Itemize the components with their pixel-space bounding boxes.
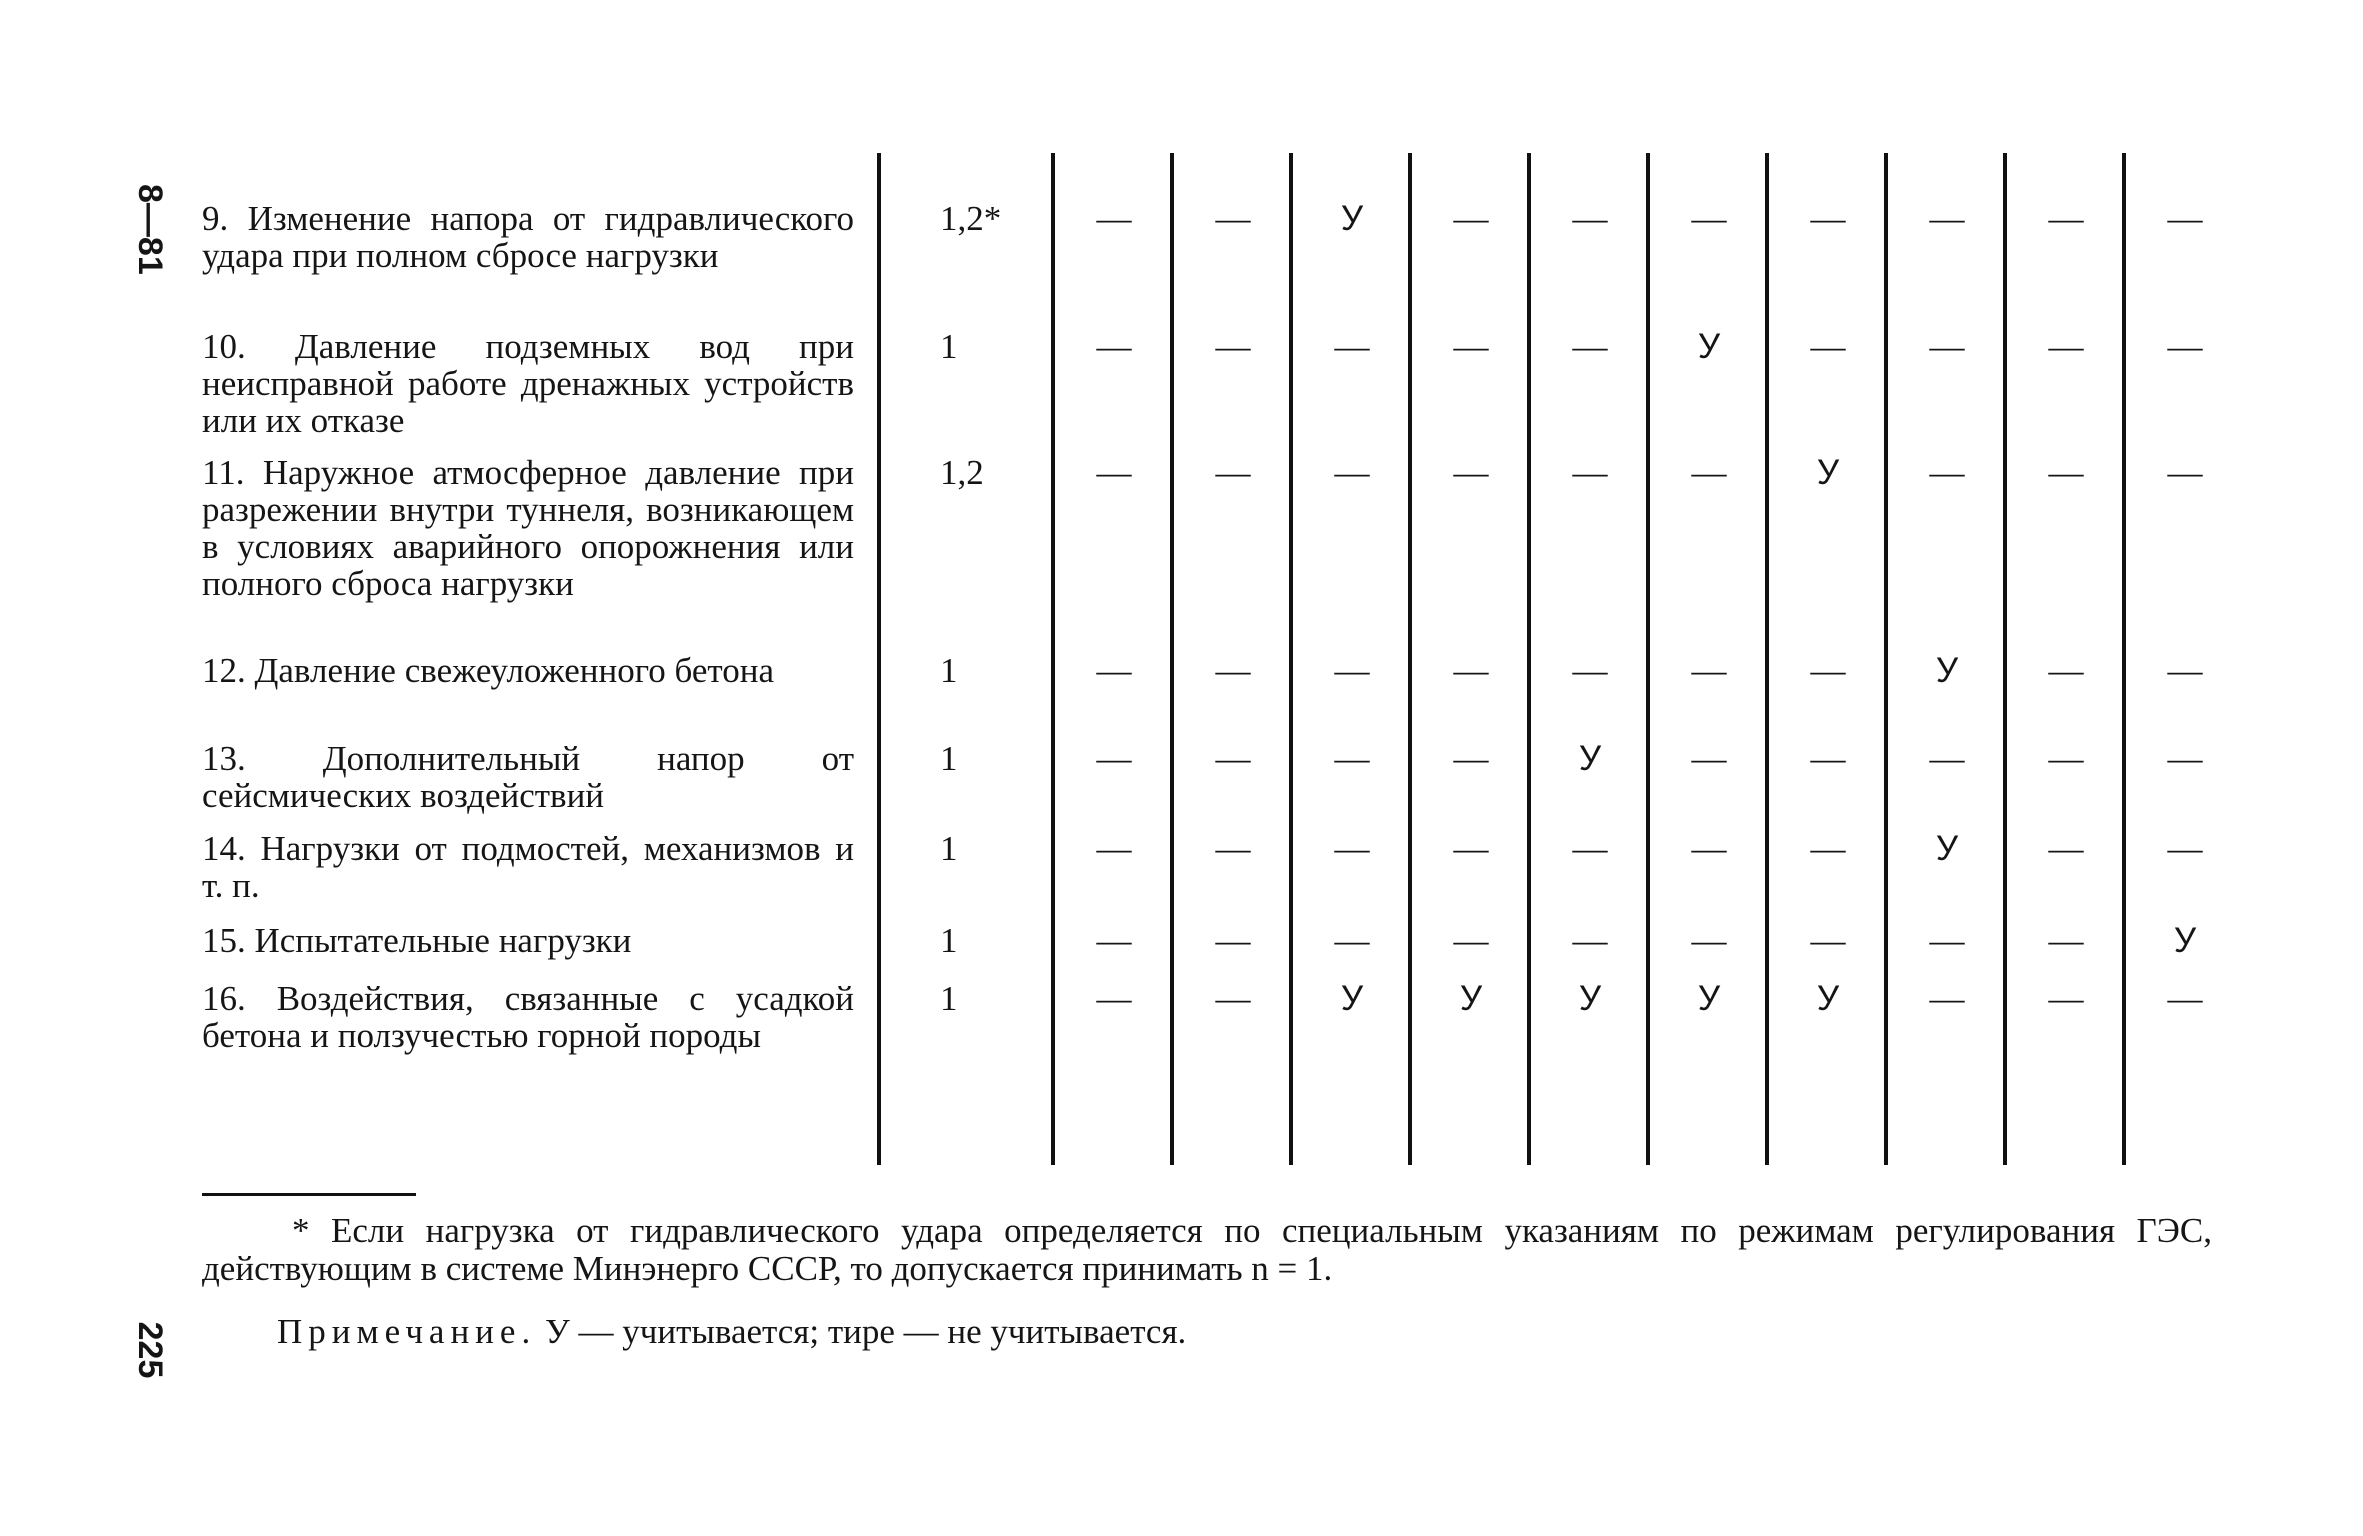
combination-cell: — [1691,829,1727,868]
combination-cell: У [1935,651,1959,690]
load-factor: 1 [940,829,958,868]
combination-cell: — [1453,739,1489,778]
load-description: 15. Испытательные нагрузки [202,921,632,960]
combination-cell: — [2048,829,2084,868]
combination-cell: — [1453,829,1489,868]
combination-cell: — [1334,651,1370,690]
combination-cell: — [1572,921,1608,960]
combination-cell: — [1334,829,1370,868]
combination-cell: — [1096,327,1132,366]
combination-cell: — [1096,453,1132,492]
combination-cell: — [2167,979,2203,1018]
combination-cell: — [1572,453,1608,492]
combination-cell: — [2167,651,2203,690]
combination-cell: — [1691,739,1727,778]
combination-cell: — [1929,979,1965,1018]
combination-cell: — [1215,921,1251,960]
combination-cell: — [1215,829,1251,868]
combination-cell: — [2048,739,2084,778]
page-number: 225 [131,1321,169,1379]
combination-cell: У [1459,979,1483,1018]
load-factor: 1 [940,327,958,366]
combination-cell: — [1572,199,1608,238]
combination-cell: — [1334,453,1370,492]
combination-cell: — [2167,829,2203,868]
combination-cell: — [2167,453,2203,492]
combination-cell: — [1453,921,1489,960]
load-factor: 1,2* [940,199,1002,238]
combination-cell: — [2048,199,2084,238]
combination-cell: У [1935,829,1959,868]
footnote-divider [202,1193,416,1196]
combination-cell: У [1816,979,1840,1018]
combination-cell: — [1929,327,1965,366]
combination-cell: У [1816,453,1840,492]
load-factor: 1 [940,651,958,690]
load-factor: 1 [940,979,958,1018]
combination-cell: — [1929,921,1965,960]
combination-cell: — [2048,651,2084,690]
combination-cell: — [1096,829,1132,868]
combination-cell: — [1215,739,1251,778]
combination-cell: — [1453,327,1489,366]
combination-cell: — [1096,651,1132,690]
load-description: 11. Наружное атмосферное давление при разрежении внутри туннеля, возникающем в условиях аварийного опорожнения или полного сброса нагрузки [202,453,854,603]
combination-cell: У [1578,979,1602,1018]
combination-cell: — [1215,327,1251,366]
combination-cell: — [1810,829,1846,868]
combination-cell: У [2173,921,2197,960]
combination-cell: У [1697,979,1721,1018]
combination-cell: — [1215,199,1251,238]
combination-cell: — [1096,739,1132,778]
load-description: 12. Давление свежеуложенного бетона [202,651,774,690]
combination-cell: — [1691,453,1727,492]
load-description: 9. Изменение напора от гидравлического удара при полном сбросе нагрузки [202,199,854,275]
combination-cell: — [2048,453,2084,492]
combination-cell: — [1691,921,1727,960]
load-factor: 1,2 [940,453,984,492]
combination-cell: — [1453,199,1489,238]
combination-cell: — [1572,651,1608,690]
combination-cell: — [1334,327,1370,366]
combination-cell: У [1340,979,1364,1018]
combination-cell: — [2048,979,2084,1018]
note-label: Примечание. [277,1312,537,1351]
combination-cell: — [1096,979,1132,1018]
combination-cell: — [1810,651,1846,690]
note [277,1313,1186,1351]
combination-cell: — [1215,453,1251,492]
combination-cell: — [1572,829,1608,868]
combination-cell: — [1215,651,1251,690]
load-factor: 1 [940,921,958,960]
note-text: У — учитывается; тире — не учитывается. [544,1312,1187,1351]
combination-cell: — [1096,921,1132,960]
combination-cell: — [1334,921,1370,960]
combination-cell: — [1691,199,1727,238]
combination-cell: — [1929,453,1965,492]
combination-cell: — [1215,979,1251,1018]
combination-cell: У [1697,327,1721,366]
combination-cell: — [1096,199,1132,238]
combination-cell: — [2167,199,2203,238]
column-divider [877,153,881,1165]
combination-cell: У [1340,199,1364,238]
combination-cell: — [1810,199,1846,238]
load-factor: 1 [940,739,958,778]
load-description: 14. Нагрузки от подмостей, механизмов и т. п. [202,829,854,905]
combination-cell: — [2167,739,2203,778]
combination-cell: — [1572,327,1608,366]
combination-cell: — [1334,739,1370,778]
combination-cell: — [1929,199,1965,238]
combination-cell: — [1810,739,1846,778]
combination-cell: — [2167,327,2203,366]
combination-cell: — [1810,327,1846,366]
combination-cell: — [2048,921,2084,960]
combination-cell: — [1691,651,1727,690]
combination-cell: — [2048,327,2084,366]
load-description: 10. Давление подземных вод при неисправной работе дренажных устройств или их отказе [202,327,854,440]
combination-cell: — [1453,453,1489,492]
footnote: * Если нагрузка от гидравлического удара определяется по специальным указаниям по режимам регулирования ГЭС, действующим в системе Минэнерго СССР, то допускается принимать n = 1. [202,1211,2212,1288]
combination-cell: — [1929,739,1965,778]
load-description: 13. Дополнительный напор от сейсмических воздействий [202,739,854,815]
combination-cell: — [1453,651,1489,690]
load-description: 16. Воздействия, связанные с усадкой бетона и ползучестью горной породы [202,979,854,1055]
combination-cell: У [1578,739,1602,778]
document-code: 8—81 [131,184,169,275]
combination-cell: — [1810,921,1846,960]
